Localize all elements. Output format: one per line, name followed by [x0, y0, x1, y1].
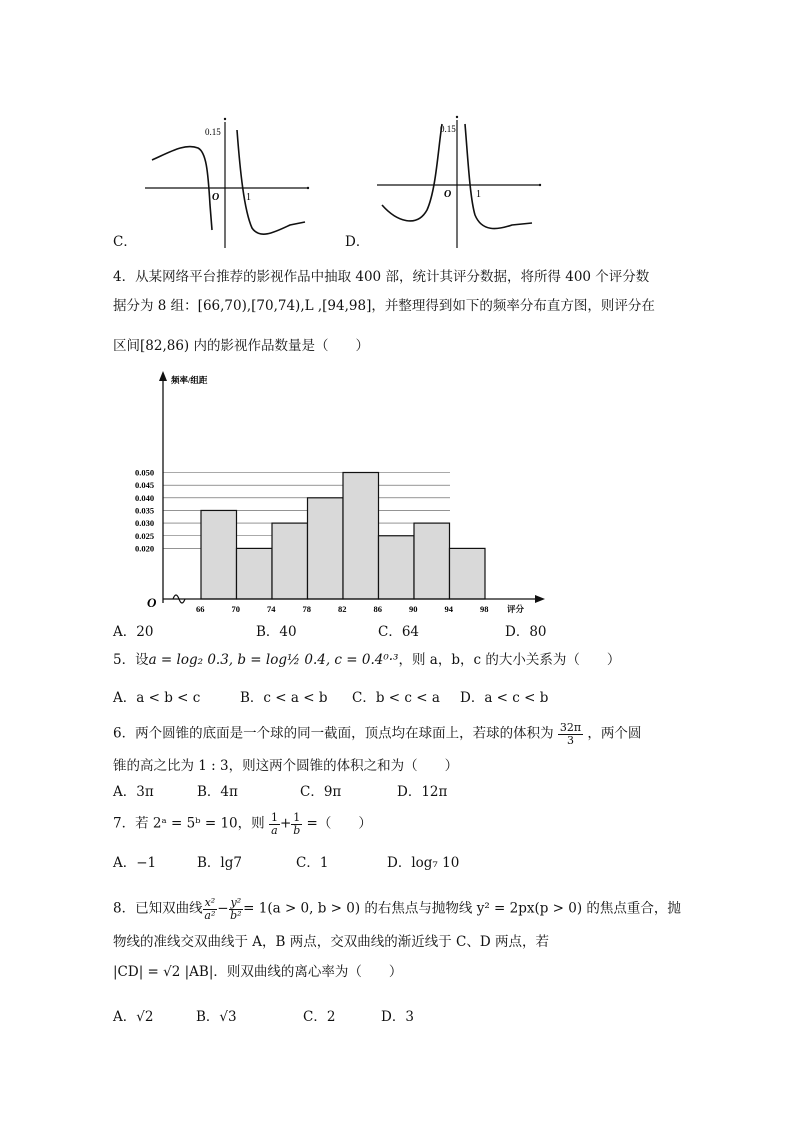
x-tick-label: 94	[444, 604, 453, 614]
q4-line-1: 4．从某网络平台推荐的影视作品中抽取 400 部，统计其评分数据，将所得 400 个评分数	[113, 269, 650, 285]
q5-option-c: C．b < c < a	[352, 690, 440, 706]
q5-option-a: A．a < b < c	[113, 690, 201, 706]
fraction-denominator: 3	[567, 733, 574, 747]
q8-option-a: A．√2	[113, 1009, 154, 1025]
x-tick-label: 74	[267, 604, 276, 614]
x-tick-label: 86	[373, 604, 382, 614]
fraction-numerator: 32π	[559, 721, 582, 734]
histogram-bar	[379, 536, 415, 599]
q7-stem	[113, 812, 372, 836]
q5-stem	[113, 654, 620, 668]
q7-option-b: B．lg7	[197, 855, 242, 871]
y-tick-label: 0.035	[135, 505, 155, 516]
tick-label-015: 0.15	[205, 127, 221, 137]
q4-line-3: 区间[82,86) 内的影视作品数量是（ ）	[113, 338, 369, 354]
q4-option-b: B．40	[256, 624, 297, 640]
fraction-denominator: a	[271, 823, 278, 837]
q6-option-c: C．9π	[300, 784, 342, 800]
fraction-numerator: 1	[270, 811, 278, 824]
q8-fraction-x	[203, 897, 218, 921]
q5-prefix: 5．设	[113, 652, 149, 668]
tick-label-015: 0.15	[440, 124, 456, 134]
q8-fraction-y	[229, 897, 244, 921]
q8-option-b: B．√3	[196, 1009, 237, 1025]
q4-option-d: D．80	[505, 624, 547, 640]
origin-label: O	[444, 189, 452, 200]
q6-option-b: B．4π	[197, 784, 238, 800]
q8-line-3: |CD| = √2 |AB|．则双曲线的离心率为（ ）	[113, 964, 403, 980]
x-tick-label: 70	[231, 604, 240, 614]
q8-option-c: C．2	[303, 1009, 336, 1025]
minus-sign: −	[217, 900, 229, 917]
q6-volume-fraction	[558, 722, 583, 746]
q7-prefix: 7．若 2ᵃ = 5ᵇ = 10，则	[113, 815, 265, 832]
y-tick-label: 0.025	[135, 530, 155, 541]
q6-option-d: D．12π	[397, 784, 448, 800]
x-axis-label: 评分	[507, 604, 525, 614]
histogram-bar	[414, 523, 450, 599]
x-tick-label: 90	[409, 604, 418, 614]
histogram-bar	[450, 548, 486, 599]
x-axis-arrow	[535, 595, 545, 603]
q5-suffix: ，则 a，b，c 的大小关系为（ ）	[398, 652, 621, 668]
tick-label-1: 1	[476, 189, 481, 200]
fraction-denominator: a²	[204, 908, 216, 922]
q8-line-2: 物线的准线交双曲线于 A，B 两点，交双曲线的渐近线于 C、D 两点，若	[113, 934, 549, 950]
origin-label: O	[147, 595, 157, 610]
option-d-label: D．	[345, 234, 370, 250]
q4-line-2: 据分为 8 组：[66,70),[70,74),L ,[94,98]，并整理得到如下的频率分布直方图，则评分在	[113, 298, 655, 314]
fraction-denominator: b²	[230, 908, 242, 922]
fraction-numerator: y²	[230, 896, 242, 909]
histogram-bar	[237, 548, 273, 599]
q8-line-1	[113, 897, 681, 921]
q4-option-c: C．64	[378, 624, 420, 640]
x-tick-label: 98	[480, 604, 489, 614]
q8-line-1-end: = 1(a > 0, b > 0) 的右焦点与抛物线 y² = 2px(p > 0) 的焦点重合，抛	[243, 900, 681, 917]
q7-option-d: D．log₇ 10	[387, 855, 460, 871]
q6-option-a: A．3π	[113, 784, 154, 800]
y-axis-label: 频率/组距	[171, 375, 208, 385]
option-c-label: C．	[113, 234, 137, 250]
q7-suffix: =（ ）	[306, 815, 372, 832]
x-tick-label: 82	[338, 604, 347, 614]
q8-option-d: D．3	[381, 1009, 414, 1025]
q7-option-a: A．−1	[113, 855, 157, 871]
histogram-bar	[343, 473, 379, 600]
origin-label: O	[212, 192, 220, 203]
y-tick-label: 0.030	[135, 518, 155, 529]
histogram-bar	[201, 510, 237, 599]
q7-fraction-2	[291, 812, 302, 836]
y-tick-label: 0.045	[135, 480, 155, 491]
fraction-numerator: x²	[204, 896, 216, 909]
q6-line-1	[113, 722, 641, 746]
tick-label-1: 1	[246, 192, 251, 203]
x-tick-label: 78	[302, 604, 311, 614]
q7-fraction-1	[269, 812, 280, 836]
y-tick-label: 0.020	[135, 543, 155, 554]
y-tick-label: 0.050	[135, 467, 155, 478]
q6-line-1-text: 6．两个圆锥的底面是一个球的同一截面，顶点均在球面上，若球的体积为	[113, 725, 554, 742]
fraction-numerator: 1	[293, 811, 301, 824]
y-axis-arrow	[159, 371, 167, 381]
q5-option-b: B．c < a < b	[240, 690, 328, 706]
q6-line-1-end: ，两个圆	[587, 725, 642, 742]
q5-expression: a = log₂ 0.3, b = log½ 0.4, c = 0.4⁰·³	[148, 652, 399, 668]
graph-option-c	[140, 110, 330, 250]
plus-sign: +	[279, 815, 292, 832]
y-tick-label: 0.040	[135, 492, 155, 503]
q6-line-2: 锥的高之比为 1 : 3，则这两个圆锥的体积之和为（ ）	[113, 758, 459, 774]
histogram-bar	[272, 523, 308, 599]
histogram-bar	[308, 498, 344, 599]
q8-line-1-text: 8．已知双曲线	[113, 900, 203, 917]
frequency-histogram	[135, 365, 555, 620]
fraction-denominator: b	[293, 823, 301, 837]
q5-option-d: D．a < c < b	[460, 690, 549, 706]
q4-option-a: A．20	[113, 624, 154, 640]
q7-option-c: C．1	[296, 855, 329, 871]
graph-option-d	[372, 110, 552, 250]
x-tick-label: 66	[196, 604, 205, 614]
